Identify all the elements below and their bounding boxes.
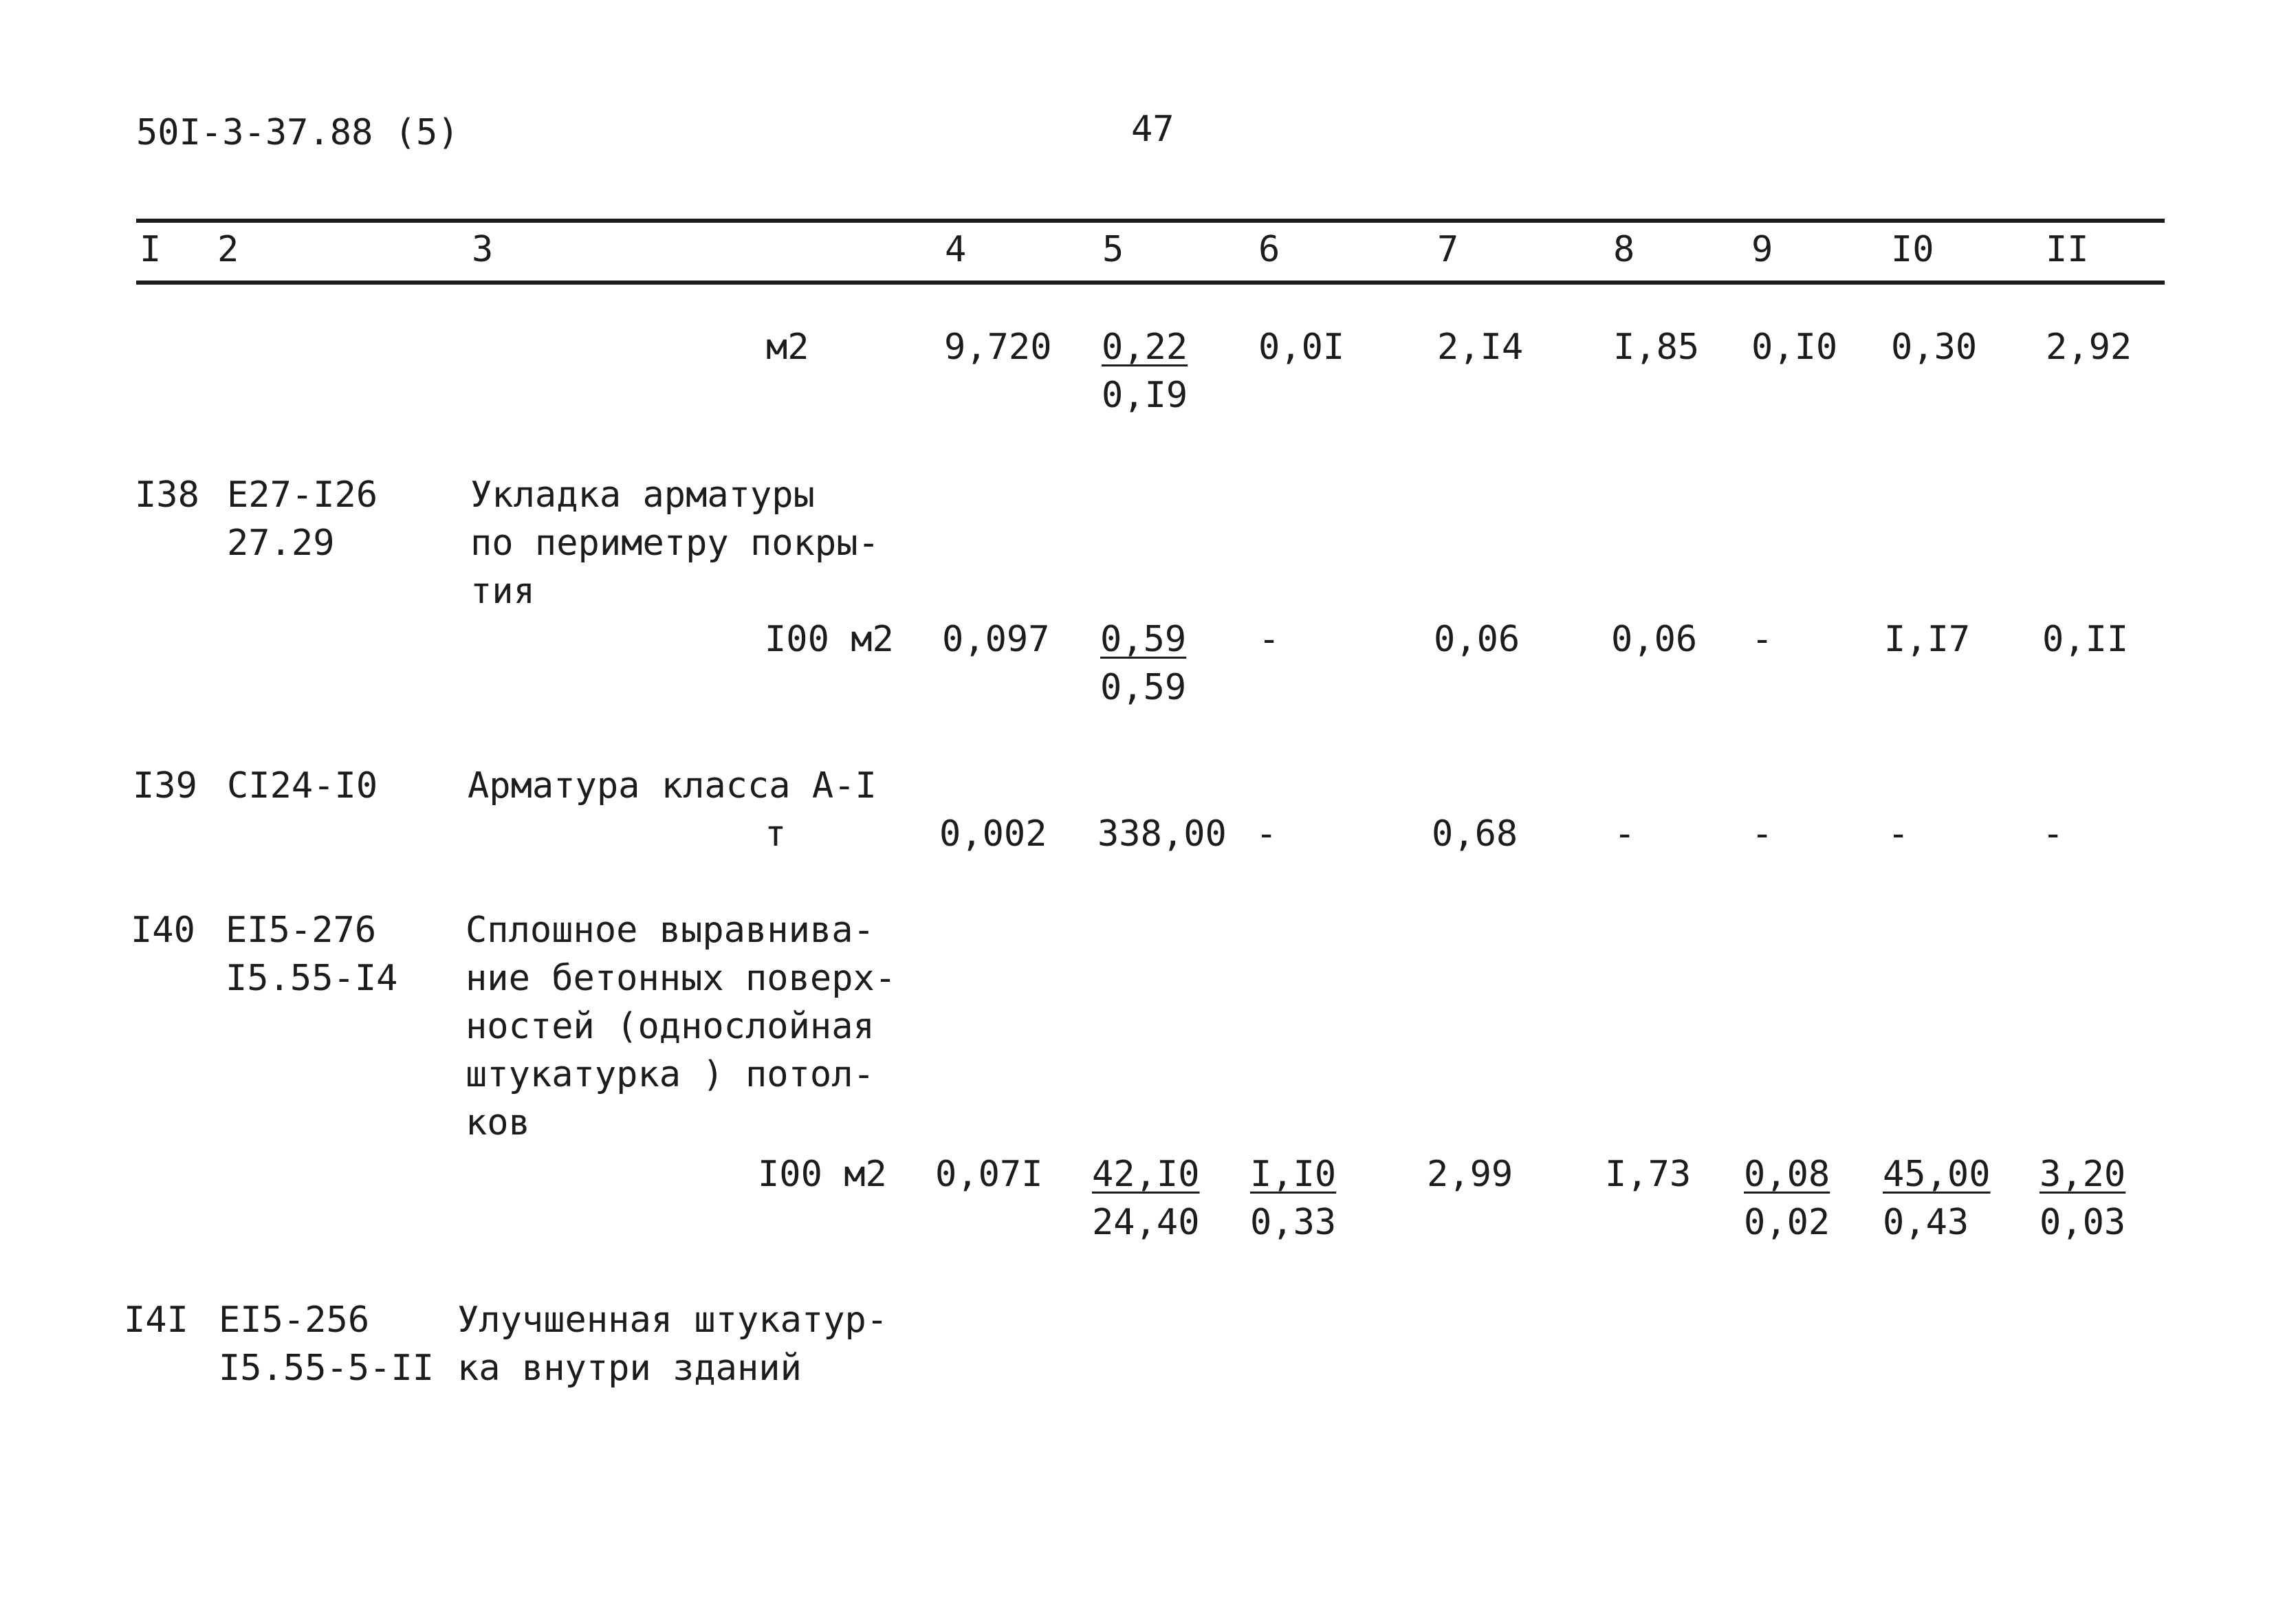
column-header: 7 — [1437, 229, 1459, 270]
column-header: 9 — [1751, 229, 1773, 270]
table-top-rule — [136, 219, 2165, 223]
description-line: Укладка арматуры — [470, 474, 815, 516]
col5-numerator: 42,I0 — [1092, 1154, 1200, 1195]
col9-numerator: 0,08 — [1744, 1154, 1830, 1195]
col9-cell: - — [1751, 619, 1773, 660]
col7-cell: 0,68 — [1432, 813, 1518, 855]
unit-cell: I00 м2 — [758, 1154, 887, 1195]
col11-numerator: 3,20 — [2040, 1154, 2126, 1195]
col8-cell: I,73 — [1605, 1154, 1692, 1195]
col11-cell: 0,II — [2042, 619, 2129, 660]
column-header: 2 — [217, 229, 239, 270]
col8-cell: I,85 — [1613, 327, 1700, 368]
code-line: 27.29 — [227, 523, 335, 564]
table-header-bottom-rule — [136, 281, 2165, 285]
col10-numerator: 45,00 — [1883, 1154, 1991, 1195]
description-line: Улучшенная штукатур- — [457, 1299, 888, 1341]
column-header: 3 — [472, 229, 494, 270]
column-header: 5 — [1102, 229, 1124, 270]
col10-cell: 0,30 — [1891, 327, 1978, 368]
description-line: ков — [466, 1102, 530, 1143]
col5-cell: 338,00 — [1097, 813, 1227, 855]
description-line: по периметру покры- — [470, 523, 879, 564]
col10-cell: I,I7 — [1884, 619, 1971, 660]
code-line: I5.55-5-II — [219, 1348, 435, 1389]
col5-numerator: 0,59 — [1100, 619, 1187, 660]
column-header: 6 — [1258, 229, 1280, 270]
col6-denominator: 0,33 — [1250, 1202, 1337, 1243]
col6-cell: - — [1256, 813, 1278, 855]
col9-denominator: 0,02 — [1744, 1202, 1830, 1243]
description-line: тия — [470, 571, 535, 612]
code-line: ЕI5-256 — [219, 1299, 370, 1341]
col4-cell: 0,002 — [939, 813, 1047, 855]
code-line: I5.55-I4 — [226, 958, 398, 999]
row-number: I39 — [133, 765, 197, 806]
col11-cell: 2,92 — [2046, 327, 2132, 368]
col11-cell: - — [2042, 813, 2064, 855]
col9-cell: - — [1751, 813, 1773, 855]
col8-cell: - — [1614, 813, 1636, 855]
col5-numerator: 0,22 — [1102, 327, 1188, 368]
col9-cell: 0,I0 — [1751, 327, 1838, 368]
column-header: I0 — [1891, 229, 1934, 270]
col7-cell: 2,99 — [1427, 1154, 1513, 1195]
column-header: I — [140, 229, 162, 270]
description-line: ние бетонных поверх- — [466, 958, 897, 999]
column-header: 8 — [1613, 229, 1635, 270]
col5-denominator: 0,59 — [1100, 667, 1187, 708]
description-line: штукатурка ) потол- — [466, 1054, 875, 1095]
unit-cell: I00 м2 — [765, 619, 894, 660]
column-header: II — [2046, 229, 2089, 270]
description-line: Арматура класса А-I — [468, 765, 877, 806]
row-number: I40 — [131, 910, 195, 951]
col6-numerator: I,I0 — [1250, 1154, 1337, 1195]
code-line: Е27-I26 — [227, 474, 378, 516]
page-number: 47 — [1131, 109, 1174, 150]
col4-cell: 0,07I — [935, 1154, 1043, 1195]
unit-cell: т — [765, 813, 787, 855]
col6-cell: 0,0I — [1258, 327, 1345, 368]
row-number: I38 — [135, 474, 199, 516]
col5-denominator: 24,40 — [1092, 1202, 1200, 1243]
col7-cell: 0,06 — [1434, 619, 1520, 660]
col8-cell: 0,06 — [1611, 619, 1698, 660]
description-line: ка внутри зданий — [457, 1348, 802, 1389]
col10-cell: - — [1888, 813, 1910, 855]
col11-denominator: 0,03 — [2040, 1202, 2126, 1243]
code-line: ЕI5-276 — [226, 910, 377, 951]
code-line: СI24-I0 — [227, 765, 378, 806]
description-line: Сплошное выравнива- — [466, 910, 875, 951]
row-number: I4I — [124, 1299, 188, 1341]
description-line: ностей (однослойная — [466, 1006, 875, 1047]
document-code: 50I-3-37.88 (5) — [136, 112, 459, 153]
col4-cell: 9,720 — [944, 327, 1052, 368]
unit-cell: м2 — [766, 327, 809, 368]
col7-cell: 2,I4 — [1437, 327, 1524, 368]
col4-cell: 0,097 — [942, 619, 1050, 660]
col6-cell: - — [1258, 619, 1280, 660]
col5-denominator: 0,I9 — [1102, 375, 1188, 416]
col10-denominator: 0,43 — [1883, 1202, 1969, 1243]
column-header: 4 — [945, 229, 967, 270]
